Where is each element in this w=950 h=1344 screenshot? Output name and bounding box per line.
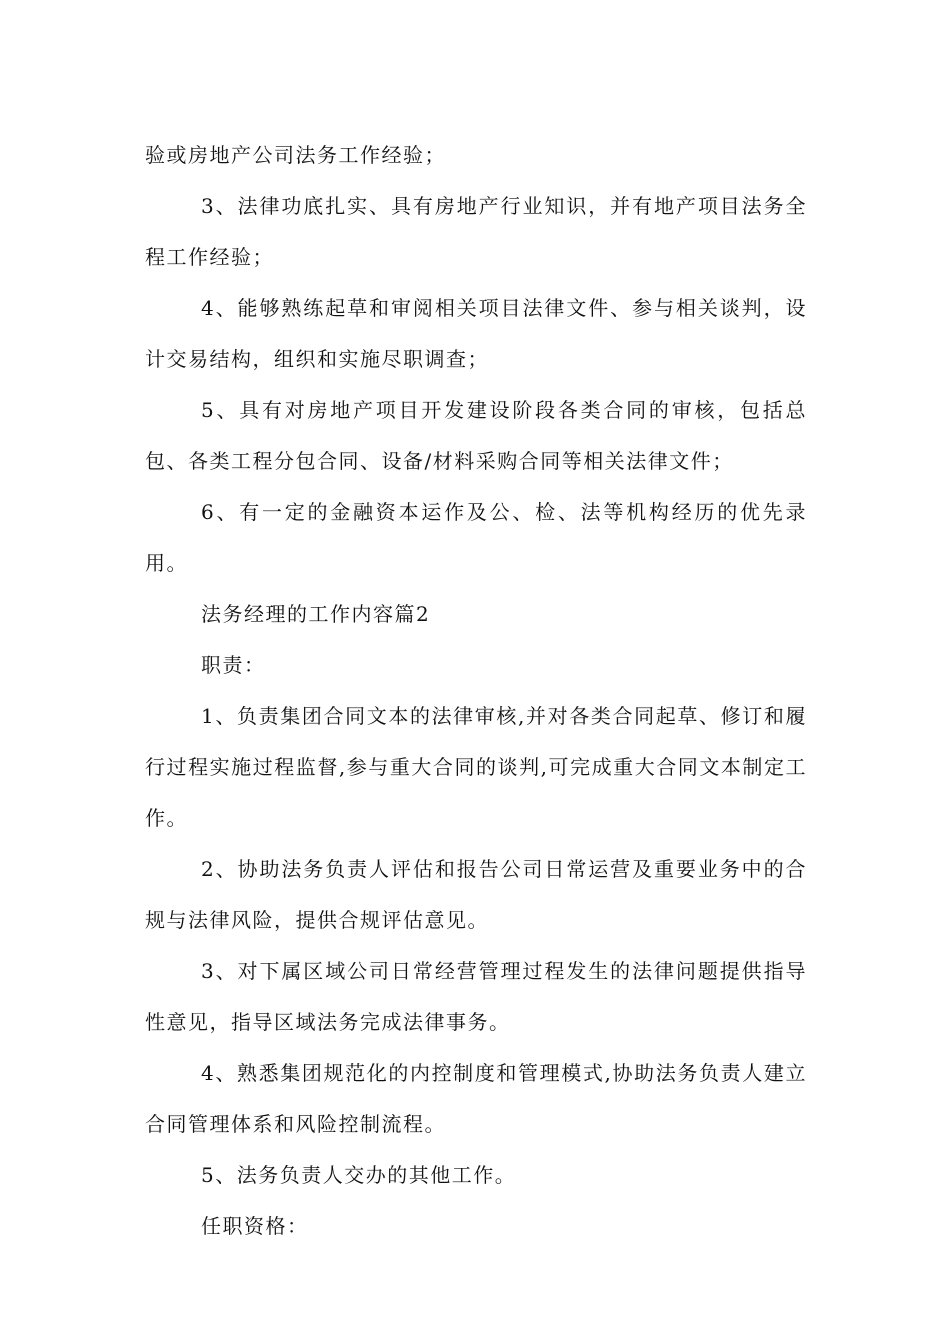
paragraph-qualification-4: 4、能够熟练起草和审阅相关项目法律文件、参与相关谈判，设计交易结构，组织和实施尽职调查； xyxy=(145,296,807,371)
paragraph-duty-5: 5、法务负责人交办的其他工作。 xyxy=(201,1163,517,1187)
paragraph-duty-3: 3、对下属区域公司日常经营管理过程发生的法律问题提供指导性意见，指导区域法务完成法律事务。 xyxy=(145,959,807,1034)
document-body xyxy=(145,130,807,1252)
qualifications-heading: 任职资格： xyxy=(201,1214,309,1238)
paragraph-duty-4: 4、熟悉集团规范化的内控制度和管理模式,协助法务负责人建立合同管理体系和风险控制流程。 xyxy=(145,1061,807,1136)
paragraph-duty-1: 1、负责集团合同文本的法律审核,并对各类合同起草、修订和履行过程实施过程监督,参与重大合同的谈判,可完成重大合同文本制定工作。 xyxy=(145,704,807,830)
paragraph-qualification-3: 3、法律功底扎实、具有房地产行业知识，并有地产项目法务全程工作经验； xyxy=(145,194,807,269)
section-heading: 法务经理的工作内容篇2 xyxy=(201,602,431,626)
paragraph-qualification-6: 6、有一定的金融资本运作及公、检、法等机构经历的优先录用。 xyxy=(145,500,807,575)
paragraph-qualification-5: 5、具有对房地产项目开发建设阶段各类合同的审核，包括总包、各类工程分包合同、设备/材料采购合同等相关法律文件； xyxy=(145,398,807,473)
duties-heading: 职责： xyxy=(201,653,266,677)
paragraph-continuation: 验或房地产公司法务工作经验； xyxy=(145,143,446,167)
paragraph-duty-2: 2、协助法务负责人评估和报告公司日常运营及重要业务中的合规与法律风险，提供合规评估意见。 xyxy=(145,857,807,932)
